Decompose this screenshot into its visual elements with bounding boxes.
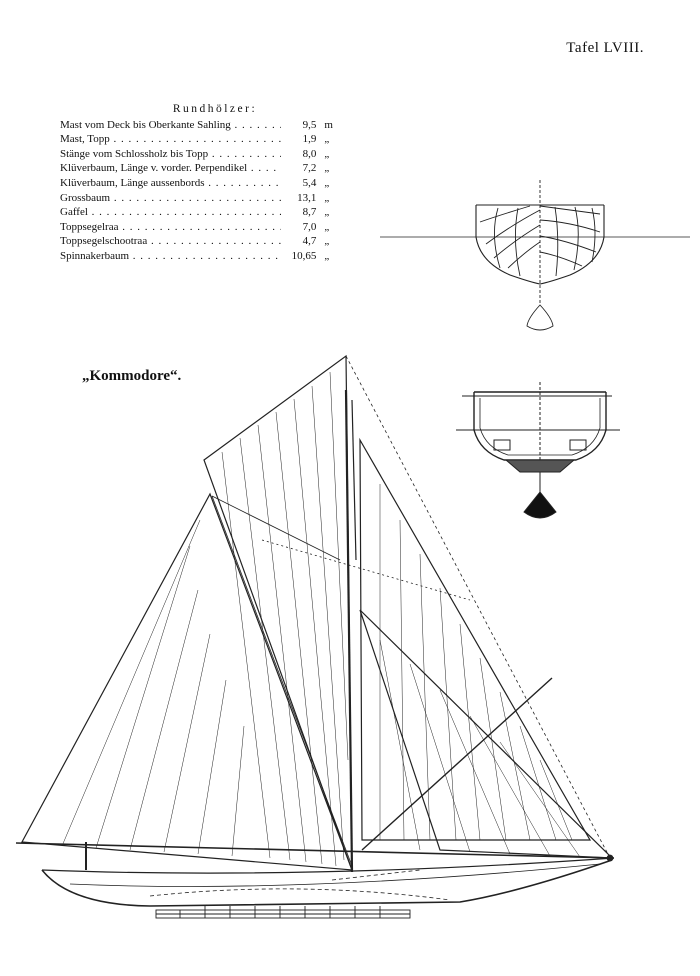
sail-plan-drawing — [16, 356, 614, 906]
spar-value: 7,2 — [302, 162, 317, 175]
spar-value: 9,5 — [302, 118, 317, 131]
spar-unit: „ — [324, 176, 330, 189]
midship-section-drawing — [456, 382, 620, 518]
spar-name: Gaffel . . . — [60, 205, 281, 220]
spar-unit: „ — [324, 206, 330, 219]
spar-unit: „ — [324, 220, 330, 233]
spar-name: Spinnakerbaum . . . — [60, 249, 281, 264]
plate-number: Tafel LVIII. — [566, 40, 644, 56]
spar-name: Grossbaum . . . — [60, 191, 281, 206]
spar-value: 5,4 — [302, 176, 317, 189]
spar-value: 1,9 — [302, 133, 317, 146]
spar-unit: „ — [324, 191, 330, 204]
spar-unit: „ — [324, 147, 330, 160]
spar-value: 13,1 — [297, 191, 317, 204]
spar-name: Klüverbaum, Länge v. vorder. Perpendikel . . . — [60, 161, 281, 176]
spar-unit: „ — [324, 235, 330, 248]
spar-value: 8,0 — [302, 147, 317, 160]
scale-bar — [156, 906, 410, 918]
spar-name: Klüverbaum, Länge aussenbords . . . — [60, 176, 281, 191]
spar-value: 8,7 — [302, 206, 317, 219]
spar-name: Stänge vom Schlossholz bis Topp . . . — [60, 147, 281, 162]
spar-name: Toppsegelraa . . . — [60, 220, 281, 235]
spar-name: Mast, Topp . . . — [60, 132, 281, 147]
spar-unit: „ — [324, 249, 330, 262]
spar-name: Mast vom Deck bis Oberkante Sahling . . . — [60, 118, 281, 133]
spar-value: 7,0 — [302, 220, 317, 233]
spar-value: 4,7 — [302, 235, 317, 248]
spar-unit: „ — [324, 133, 330, 146]
spar-unit: „ — [324, 162, 330, 175]
body-plan-drawing — [380, 180, 690, 330]
spar-name: Toppsegelschootraa . . . — [60, 234, 281, 249]
spar-value: 10,65 — [291, 249, 317, 262]
spar-unit: m — [324, 118, 333, 131]
spar-table-heading: Rundhölzer: — [172, 103, 258, 115]
yacht-name: „Kommodore“. — [82, 368, 182, 384]
